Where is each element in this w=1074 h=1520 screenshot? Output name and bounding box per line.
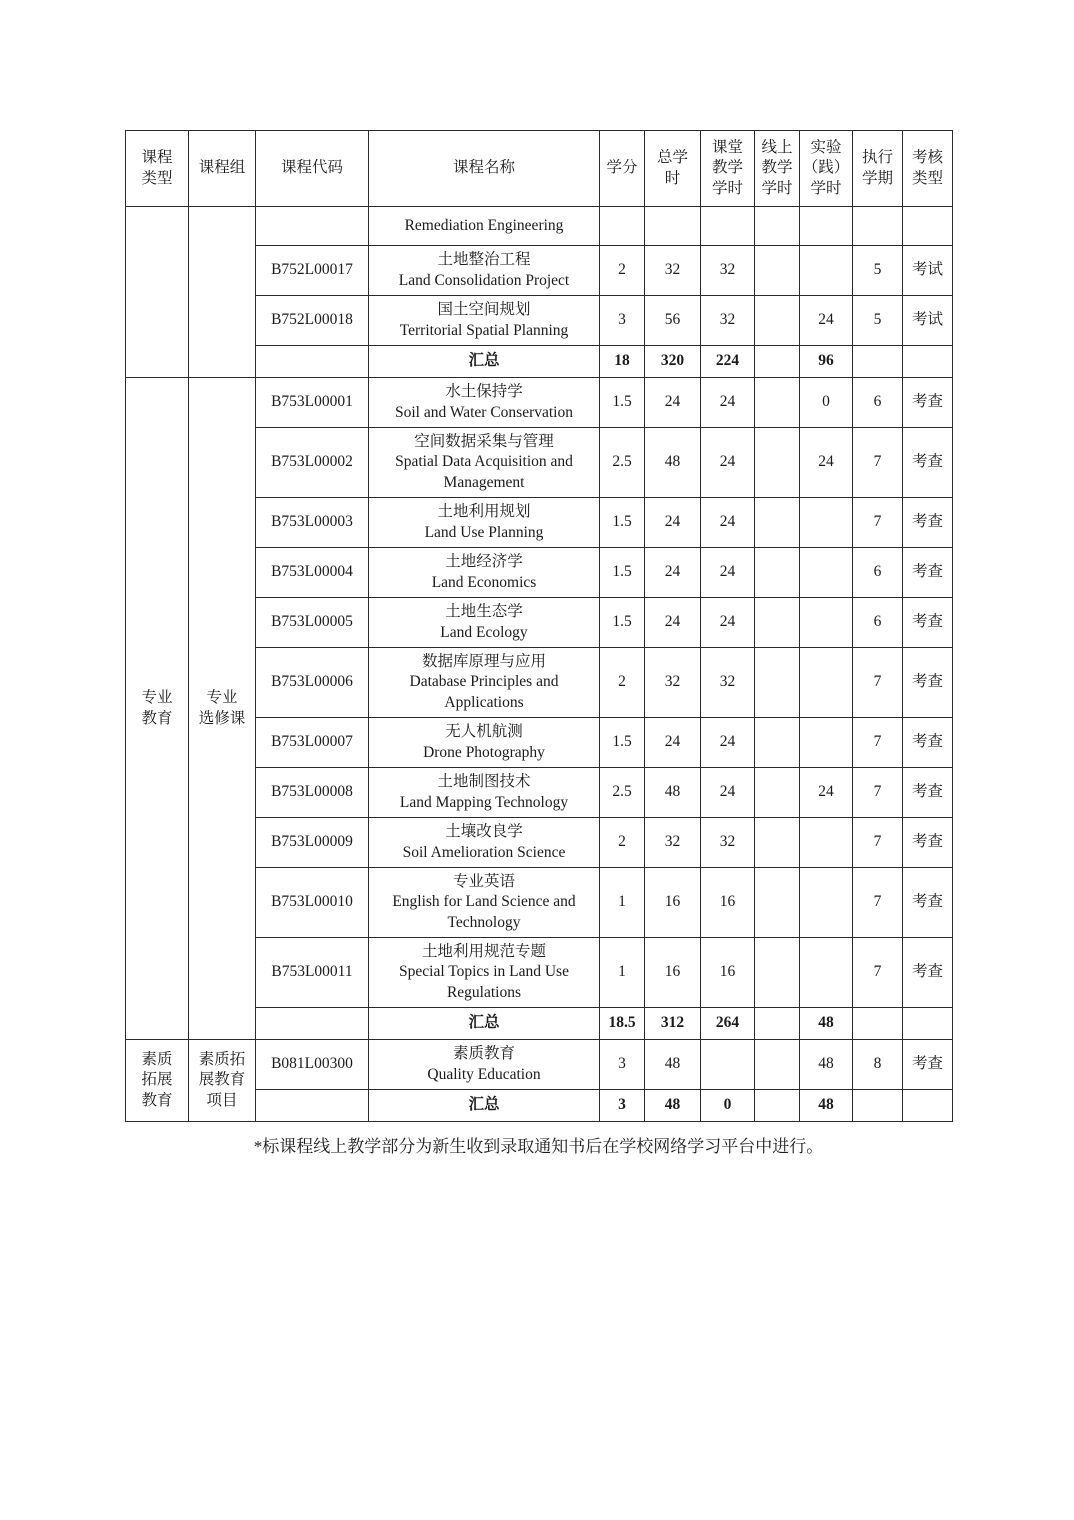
cell-lab-hours [800,938,853,1008]
course-name-en: Soil Amelioration Science [402,843,566,861]
course-name-en: Land Mapping Technology [399,793,569,811]
course-name-en: Spatial Data Acquisition and Management [395,453,573,491]
cell-classroom-hours: 24 [701,768,755,818]
course-name-zh: 无人机航测 [445,723,523,741]
cell-lab-hours [800,648,853,718]
course-name-zh: 土地利用规划 [437,503,531,521]
header-line: 类型 [141,169,173,187]
cell-total-hours: 320 [645,346,701,378]
cell-classroom-hours: 32 [701,648,755,718]
cell-classroom-hours: 24 [701,598,755,648]
cell-credits: 2.5 [600,428,645,498]
cell-assessment [903,1090,953,1122]
summary-label: 汇总 [468,1014,500,1032]
header-line: 课程 [141,149,173,167]
cell-total-hours: 48 [645,1040,701,1090]
section-group-line: 选修课 [198,709,246,727]
cell-online-hours [755,598,800,648]
cell-credits: 2 [600,818,645,868]
cell-lab-hours: 48 [800,1040,853,1090]
cell-online-hours [755,718,800,768]
cell-assessment: 考查 [903,648,953,718]
course-name-zh: 土地利用规范专题 [421,942,546,960]
cell-credits: 1.5 [600,598,645,648]
cell-total-hours: 16 [645,938,701,1008]
cell-credits: 18 [600,346,645,378]
section-group-line: 专业 [206,689,238,707]
cell-semester [853,207,903,246]
cell-name [369,346,600,378]
course-name-zh: 水土保持学 [445,383,523,401]
course-name-zh: 国土空间规划 [437,301,531,319]
section-type-line: 专业 [141,689,173,707]
cell-total-hours: 24 [645,498,701,548]
cell-online-hours [755,498,800,548]
cell-lab-hours [800,246,853,296]
cell-name [369,548,600,598]
cell-assessment: 考查 [903,818,953,868]
footnote: *标课程线上教学部分为新生收到录取通知书后在学校网络学习平台中进行。 [253,1137,824,1156]
cell-lab-hours: 48 [800,1008,853,1040]
course-name-en: Special Topics in Land Use Regulations [399,963,569,1001]
cell-code [256,1090,369,1122]
cell-classroom-hours: 24 [701,498,755,548]
cell-name [369,1008,600,1040]
header-line: （践） [802,159,850,177]
cell-assessment: 考查 [903,378,953,428]
header-line: 课程组 [198,159,246,177]
cell-lab-hours: 24 [800,768,853,818]
course-name-zh: 土地生态学 [445,603,523,621]
section-type-line: 拓展 [141,1071,173,1089]
cell-credits: 2 [600,648,645,718]
curriculum-table [125,130,953,1122]
course-name-en: Drone Photography [423,743,545,761]
cell-code: B753L00009 [256,818,369,868]
header-row [126,131,953,207]
cell-course-type [126,1040,189,1122]
course-name-en: Territorial Spatial Planning [399,321,569,339]
cell-name [369,818,600,868]
cell-classroom-hours: 24 [701,378,755,428]
cell-online-hours [755,938,800,1008]
course-name-en: Land Economics [431,573,537,591]
cell-online-hours [755,1040,800,1090]
course-name-en: Database Principles and Applications [409,673,559,711]
cell-course-type [126,207,189,378]
course-name-en: Land Ecology [440,623,528,641]
cell-online-hours [755,246,800,296]
cell-name [369,378,600,428]
header-line: 课程代码 [280,159,343,177]
cell-classroom-hours: 16 [701,868,755,938]
cell-classroom-hours: 32 [701,246,755,296]
cell-lab-hours [800,718,853,768]
cell-name [369,428,600,498]
cell-assessment: 考查 [903,548,953,598]
cell-online-hours [755,648,800,718]
cell-assessment: 考试 [903,246,953,296]
header-lab-hours [800,131,853,207]
table-row [126,1040,953,1090]
cell-credits: 2 [600,246,645,296]
cell-classroom-hours: 16 [701,938,755,1008]
cell-total-hours: 16 [645,868,701,938]
cell-online-hours [755,548,800,598]
course-name-en: Quality Education [427,1065,541,1083]
cell-credits: 1 [600,868,645,938]
cell-semester: 7 [853,938,903,1008]
cell-code: B753L00001 [256,378,369,428]
cell-name [369,718,600,768]
cell-code: B753L00008 [256,768,369,818]
cell-name [369,768,600,818]
cell-course-group [189,378,256,1040]
cell-total-hours: 32 [645,818,701,868]
cell-lab-hours [800,207,853,246]
cell-code [256,207,369,246]
cell-classroom-hours [701,1040,755,1090]
course-name-zh: 素质教育 [452,1045,515,1063]
cell-code: B753L00002 [256,428,369,498]
cell-classroom-hours: 32 [701,818,755,868]
header-semester [853,131,903,207]
cell-semester: 7 [853,648,903,718]
header-line: 学期 [861,169,893,187]
cell-name [369,296,600,346]
header-line: 学时 [761,179,793,197]
cell-online-hours [755,378,800,428]
cell-code: B753L00010 [256,868,369,938]
course-name-zh: 土地经济学 [445,553,523,571]
summary-label: 汇总 [468,1096,500,1114]
cell-semester: 7 [853,818,903,868]
cell-semester: 6 [853,598,903,648]
cell-code [256,346,369,378]
header-assessment [903,131,953,207]
cell-lab-hours: 96 [800,346,853,378]
cell-semester: 7 [853,498,903,548]
cell-assessment [903,1008,953,1040]
cell-name [369,598,600,648]
cell-code: B753L00011 [256,938,369,1008]
header-line: 课程名称 [452,159,515,177]
cell-online-hours [755,346,800,378]
cell-lab-hours [800,498,853,548]
header-line: 学时 [810,179,842,197]
cell-credits: 18.5 [600,1008,645,1040]
cell-name [369,498,600,548]
cell-credits: 3 [600,296,645,346]
cell-classroom-hours: 32 [701,296,755,346]
cell-lab-hours [800,598,853,648]
cell-semester: 7 [853,868,903,938]
cell-assessment [903,346,953,378]
header-online-hours [755,131,800,207]
header-classroom-hours [701,131,755,207]
cell-course-group [189,207,256,378]
summary-label: 汇总 [468,352,500,370]
cell-credits: 1.5 [600,548,645,598]
cell-course-group [189,1040,256,1122]
cell-semester: 7 [853,428,903,498]
cell-total-hours: 48 [645,768,701,818]
cell-name [369,207,600,246]
course-name-zh: 土壤改良学 [445,823,523,841]
cell-classroom-hours: 0 [701,1090,755,1122]
section-type-line: 教育 [141,1091,173,1109]
section-type-line: 教育 [141,709,173,727]
course-name-en: English for Land Science and Technology [392,893,576,931]
cell-online-hours [755,1090,800,1122]
cell-online-hours [755,868,800,938]
cell-classroom-hours [701,207,755,246]
table-row [126,207,953,246]
header-course-group [189,131,256,207]
course-name-en: Soil and Water Conservation [395,403,573,421]
cell-semester [853,346,903,378]
section-group-line: 素质拓 [198,1050,246,1068]
course-name-en: Remediation Engineering [404,216,564,234]
cell-lab-hours [800,818,853,868]
cell-total-hours: 24 [645,378,701,428]
cell-total-hours: 24 [645,598,701,648]
cell-assessment: 考查 [903,498,953,548]
cell-credits: 3 [600,1040,645,1090]
header-line: 总学 [656,149,688,167]
cell-code: B753L00006 [256,648,369,718]
cell-semester: 6 [853,548,903,598]
cell-credits: 2.5 [600,768,645,818]
section-group-line: 展教育 [198,1071,246,1089]
cell-code: B753L00003 [256,498,369,548]
cell-assessment: 考查 [903,938,953,1008]
cell-code [256,1008,369,1040]
cell-credits [600,207,645,246]
course-name-zh: 数据库原理与应用 [421,652,546,670]
cell-online-hours [755,207,800,246]
cell-classroom-hours: 224 [701,346,755,378]
cell-total-hours: 48 [645,428,701,498]
cell-semester [853,1008,903,1040]
header-line: 时 [664,169,681,187]
cell-semester: 8 [853,1040,903,1090]
cell-online-hours [755,818,800,868]
cell-lab-hours [800,548,853,598]
header-line: 线上 [761,138,793,156]
course-name-en: Land Consolidation Project [398,271,570,289]
course-name-zh: 专业英语 [452,872,515,890]
header-line: 执行 [861,149,893,167]
course-name-en: Land Use Planning [424,523,544,541]
cell-code: B752L00018 [256,296,369,346]
cell-assessment: 考查 [903,868,953,938]
course-name-zh: 土地制图技术 [437,773,531,791]
header-credits [600,131,645,207]
cell-total-hours: 56 [645,296,701,346]
cell-assessment: 考查 [903,428,953,498]
course-name-zh: 土地整治工程 [437,251,531,269]
cell-assessment [903,207,953,246]
cell-code: B752L00017 [256,246,369,296]
header-course-code [256,131,369,207]
cell-assessment: 考试 [903,296,953,346]
header-line: 课堂 [711,138,743,156]
cell-lab-hours [800,868,853,938]
header-course-name [369,131,600,207]
header-course-type [126,131,189,207]
cell-credits: 1 [600,938,645,1008]
cell-semester: 7 [853,768,903,818]
cell-classroom-hours: 24 [701,428,755,498]
cell-total-hours: 24 [645,718,701,768]
cell-lab-hours: 48 [800,1090,853,1122]
cell-online-hours [755,1008,800,1040]
header-total-hours [645,131,701,207]
cell-semester: 5 [853,246,903,296]
cell-online-hours [755,768,800,818]
header-line: 教学 [711,159,743,177]
cell-credits: 1.5 [600,718,645,768]
cell-assessment: 考查 [903,718,953,768]
section-type-line: 素质 [141,1050,173,1068]
cell-name [369,938,600,1008]
cell-name [369,246,600,296]
cell-classroom-hours: 24 [701,548,755,598]
cell-total-hours: 24 [645,548,701,598]
cell-online-hours [755,296,800,346]
cell-semester: 7 [853,718,903,768]
cell-code: B081L00300 [256,1040,369,1090]
cell-name [369,868,600,938]
cell-name [369,1040,600,1090]
cell-semester: 5 [853,296,903,346]
table-row [126,378,953,428]
cell-online-hours [755,428,800,498]
cell-total-hours: 32 [645,246,701,296]
cell-code: B753L00007 [256,718,369,768]
header-line: 实验 [810,138,842,156]
cell-semester [853,1090,903,1122]
cell-code: B753L00004 [256,548,369,598]
cell-name [369,648,600,718]
cell-code: B753L00005 [256,598,369,648]
header-line: 类型 [911,169,943,187]
cell-total-hours: 48 [645,1090,701,1122]
course-name-zh: 空间数据采集与管理 [414,432,554,450]
cell-name [369,1090,600,1122]
section-group-line: 项目 [206,1091,238,1109]
cell-credits: 1.5 [600,378,645,428]
cell-assessment: 考查 [903,768,953,818]
header-line: 学时 [711,179,743,197]
cell-lab-hours: 24 [800,296,853,346]
cell-assessment: 考查 [903,598,953,648]
cell-total-hours: 32 [645,648,701,718]
cell-total-hours: 312 [645,1008,701,1040]
cell-course-type [126,378,189,1040]
cell-lab-hours: 24 [800,428,853,498]
header-line: 考核 [911,149,943,167]
cell-semester: 6 [853,378,903,428]
header-line: 教学 [761,159,793,177]
cell-credits: 1.5 [600,498,645,548]
cell-classroom-hours: 264 [701,1008,755,1040]
cell-assessment: 考查 [903,1040,953,1090]
header-line: 学分 [606,159,638,177]
cell-classroom-hours: 24 [701,718,755,768]
cell-lab-hours: 0 [800,378,853,428]
cell-credits: 3 [600,1090,645,1122]
cell-total-hours [645,207,701,246]
